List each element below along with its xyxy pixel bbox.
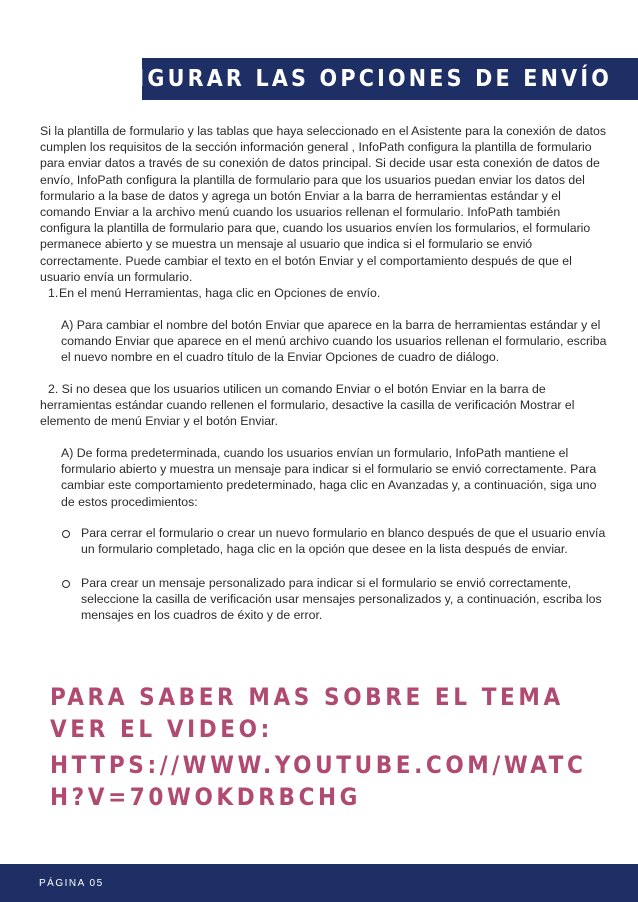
video-link[interactable]: HTTPS://WWW.YOUTUBE.COM/WATCH?V=70WOKDRBCHG	[50, 751, 587, 811]
step-1-text: En el menú Herramientas, haga clic en Opciones de envío.	[59, 286, 381, 300]
page-number: PÁGINA 05	[39, 877, 104, 889]
list-item	[62, 525, 612, 557]
page-title: CONFIGURAR LAS OPCIONES DE ENVÍO	[59, 66, 612, 92]
step-1	[48, 285, 380, 301]
list-item	[62, 575, 612, 624]
step-2: 2. Si no desea que los usuarios utilicen un comando Enviar o el botón Enviar en la barra de herramientas estándar cuando rellenen el formulario, desactive la casilla de verificación Mostrar el elemento de menú Enviar y el botón Enviar.	[40, 382, 575, 429]
bullet-text: Para crear un mensaje personalizado para indicar si el formulario se envió correctamente, seleccione la casilla de verificación usar mensajes personalizados y, a continuación, escriba los mensajes en los cuadros de éxito y de error.	[81, 576, 602, 623]
intro-paragraph: Si la plantilla de formulario y las tablas que haya seleccionado en el Asistente para la conexión de datos cumplen los requisitos de la sección información general , InfoPath configura la plantilla de formulario para enviar datos a través de su conexión de datos principal. Si decide usar esta conexión de datos de envío, InfoPath configura la plantilla de formulario para que los usuarios puedan enviar los datos del formulario a la base de datos y agrega un botón Enviar a la barra de herramientas estándar y el comando Enviar a la archivo menú cuando los usuarios rellenan el formulario. InfoPath también configura la plantilla de formulario para que, cuando los usuarios envíen los formularios, el formulario permanece abierto y se muestra un mensaje al usuario que indica si el formulario se envió correctamente. Puede cambiar el texto en el botón Enviar y el comportamiento después de que el usuario envía un formulario.	[40, 124, 607, 284]
step-1-number: 1.	[48, 286, 59, 300]
circle-bullet-icon	[62, 580, 70, 588]
video-callout: PARA SABER MAS SOBRE EL TEMA VER EL VIDEO:	[50, 683, 564, 743]
circle-bullet-icon	[62, 530, 70, 538]
title-banner	[59, 58, 638, 100]
step-2-subitem: A) De forma predeterminada, cuando los usuarios envían un formulario, InfoPath mantiene el formulario abierto y muestra un mensaje para indicar si el formulario se envió correctamente. Para cambiar este comportamiento predeterminado, haga clic en Avanzadas y, a continuación, siga uno de estos procedimientos:	[61, 446, 597, 509]
bullet-text: Para cerrar el formulario o crear un nuevo formulario en blanco después de que el usuario envía un formulario completado, haga clic en la opción que desee en la lista después de enviar.	[81, 526, 606, 557]
footer-bar	[0, 864, 638, 902]
step-1-subitem: A) Para cambiar el nombre del botón Enviar que aparece en la barra de herramientas estándar y el comando Enviar que aparece en el menú archivo cuando los usuarios rellenan el formulario, escriba el nuevo nombre en el cuadro título de la Enviar Opciones de cuadro de diálogo.	[61, 318, 607, 365]
